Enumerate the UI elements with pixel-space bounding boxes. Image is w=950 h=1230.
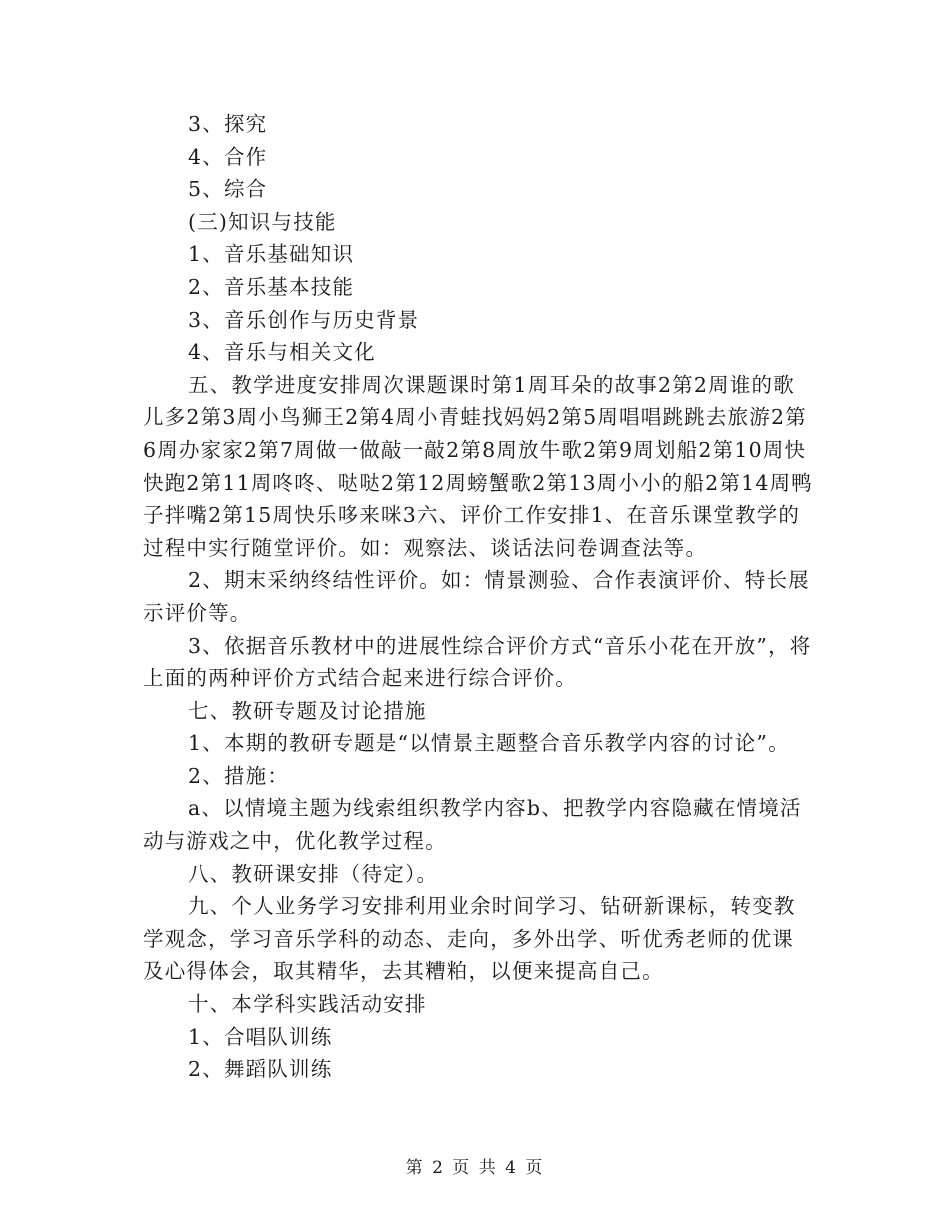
section-heading-knowledge-skills: (三)知识与技能 — [188, 209, 337, 234]
paragraph-teaching-schedule: 五、教学进度安排周次课题课时第1周耳朵的故事2第2周谁的歌儿多2第3周小鸟狮王2第4周小青蛙找妈妈2第5周唱唱跳跳去旅游2第6周办家家2第7周做一做敲一敲2第8周放牛歌2第9周划船2第10周快快跑2第11周咚咚、哒哒2第12周螃蟹歌2第13周小小的船2第14周鸭子拌嘴2第15周快乐哆来咪3六、评价工作安排1、在音乐课堂教学的过程中实行随堂评价。如：观察法、谈话法问卷调查法等。 — [143, 372, 814, 560]
list-item-music-basics: 1、音乐基础知识 — [188, 242, 355, 267]
list-item-dance-training: 2、舞蹈队训练 — [188, 1057, 333, 1082]
section-heading-research: 七、教研专题及讨论措施 — [188, 698, 427, 723]
list-item-integrate: 5、综合 — [188, 177, 268, 202]
paragraph-research-topic: 1、本期的教研专题是“以情景主题整合音乐教学内容的讨论”。 — [188, 731, 790, 756]
list-item-explore: 3、探究 — [188, 112, 268, 136]
list-item-music-skills: 2、音乐基本技能 — [188, 274, 355, 299]
list-item-music-creation-history: 3、音乐创作与历史背景 — [188, 307, 420, 332]
list-item-cooperate: 4、合作 — [188, 144, 268, 169]
paragraph-final-evaluation: 2、期末采纳终结性评价。如：情景测验、合作表演评价、特长展示评价等。 — [143, 568, 810, 625]
list-item-music-culture: 4、音乐与相关文化 — [188, 340, 376, 365]
section-heading-research-class: 八、教研课安排（待定）。 — [188, 861, 439, 886]
paragraph-personal-study: 九、个人业务学习安排利用业余时间学习、钻研新课标，转变教学观念，学习音乐学科的动态、走向，多外出学、听优秀老师的优课及心得体会，取其精华，去其糟粕，以便来提高自己。 — [143, 894, 796, 984]
section-heading-practice-activities: 十、本学科实践活动安排 — [188, 992, 427, 1017]
paragraph-measures-detail: a、以情境主题为线索组织教学内容b、把教学内容隐藏在情境活动与游戏之中，优化教学过程。 — [143, 796, 802, 854]
paragraph-measures-label: 2、措施： — [188, 763, 290, 788]
document-body — [143, 108, 815, 1086]
page-number-footer: 第 2 页 共 4 页 — [405, 1158, 545, 1178]
paragraph-progressive-evaluation: 3、依据音乐教材中的进展性综合评价方式“音乐小花在开放”，将上面的两种评价方式结合起来进行综合评价。 — [143, 633, 812, 691]
list-item-choir-training: 1、合唱队训练 — [188, 1024, 333, 1049]
